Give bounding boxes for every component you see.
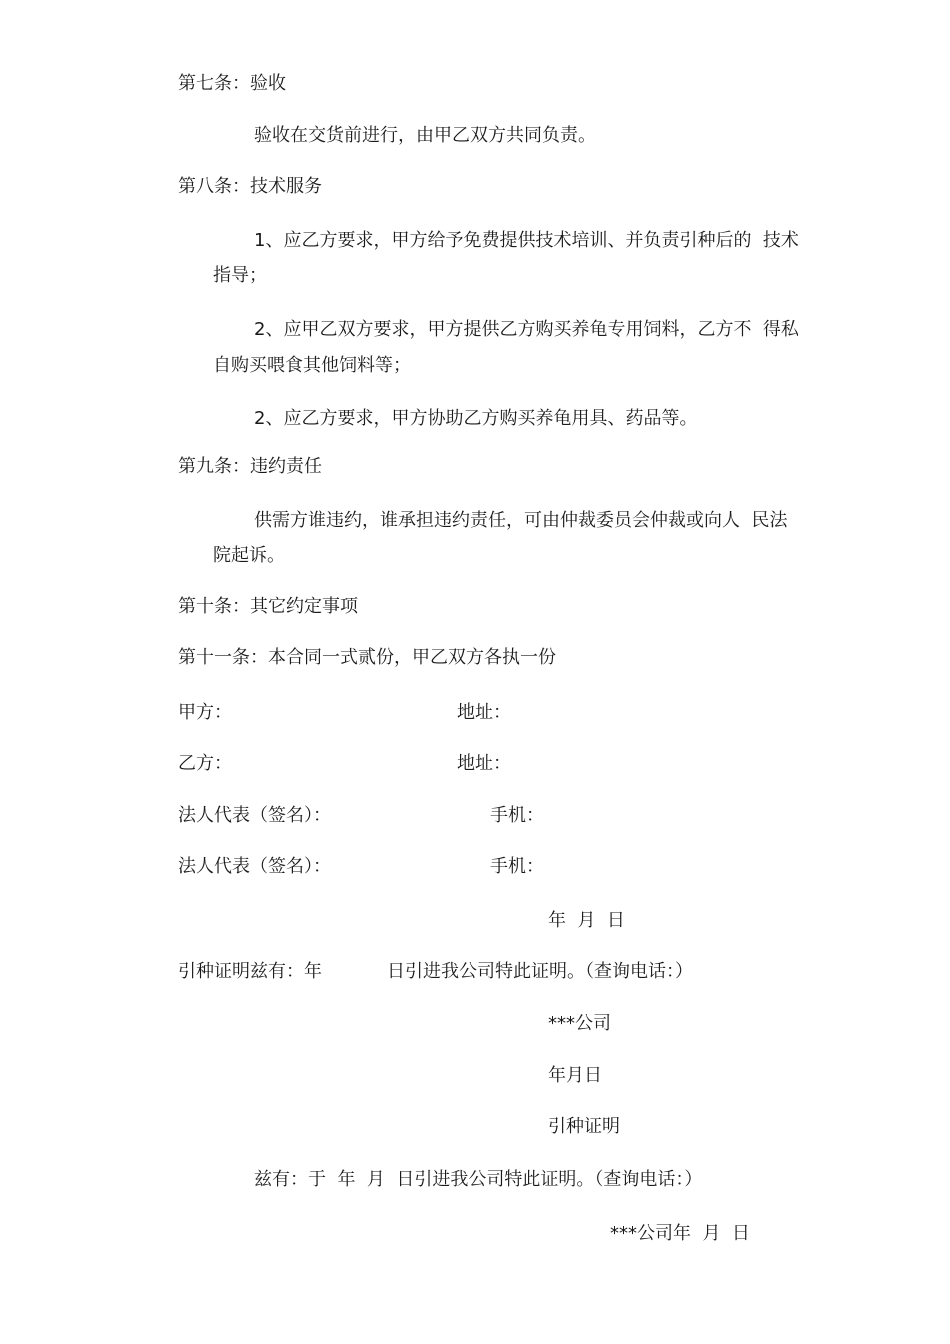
article-9-body-line-1: 供需方谁违约，谁承担违约责任，可由仲裁委员会仲裁或向人 民法 [254,510,788,531]
article-9-heading: 第九条：违约责任 [178,456,322,477]
certificate-2-title: 引种证明 [548,1116,620,1137]
signature-date: 年 月 日 [548,910,625,931]
article-8-item-3: 2、应乙方要求，甲方协助乙方购买养龟用具、药品等。 [254,408,698,429]
party-b-label: 乙方： [178,753,232,774]
article-8-heading: 第八条：技术服务 [178,176,322,197]
certificate-2-footer: ***公司年 月 日 [610,1223,750,1244]
party-a-label: 甲方： [178,702,232,723]
party-a-address-label: 地址： [457,702,511,723]
mobile-1-label: 手机： [490,805,544,826]
article-7-heading: 第七条：验收 [178,73,286,94]
article-8-item-1-line-2: 指导； [213,265,267,286]
article-8-item-2-line-1: 2、应甲乙双方要求，甲方提供乙方购买养龟专用饲料，乙方不 得私 [254,319,799,340]
certificate-1-company: ***公司 [548,1013,611,1034]
article-8-item-2-line-2: 自购买喂食其他饲料等； [213,355,411,376]
legal-rep-1-label: 法人代表（签名）： [178,805,331,826]
party-b-address-label: 地址： [457,753,511,774]
article-7-body: 验收在交货前进行，由甲乙双方共同负责。 [254,125,596,146]
certificate-2-body: 兹有：于 年 月 日引进我公司特此证明。（查询电话：） [254,1169,703,1190]
article-11-heading: 第十一条：本合同一式贰份，甲乙双方各执一份 [178,647,556,668]
certificate-1-text-left: 引种证明兹有：年 [178,961,322,982]
legal-rep-2-label: 法人代表（签名）： [178,856,331,877]
certificate-1-date: 年月日 [548,1065,602,1086]
article-10-heading: 第十条：其它约定事项 [178,596,358,617]
article-9-body-line-2: 院起诉。 [213,545,285,566]
article-8-item-1-line-1: 1、应乙方要求，甲方给予免费提供技术培训、并负责引种后的 技术 [254,230,799,251]
mobile-2-label: 手机： [490,856,544,877]
certificate-1-text-right: 日引进我公司特此证明。（查询电话：） [387,961,693,982]
